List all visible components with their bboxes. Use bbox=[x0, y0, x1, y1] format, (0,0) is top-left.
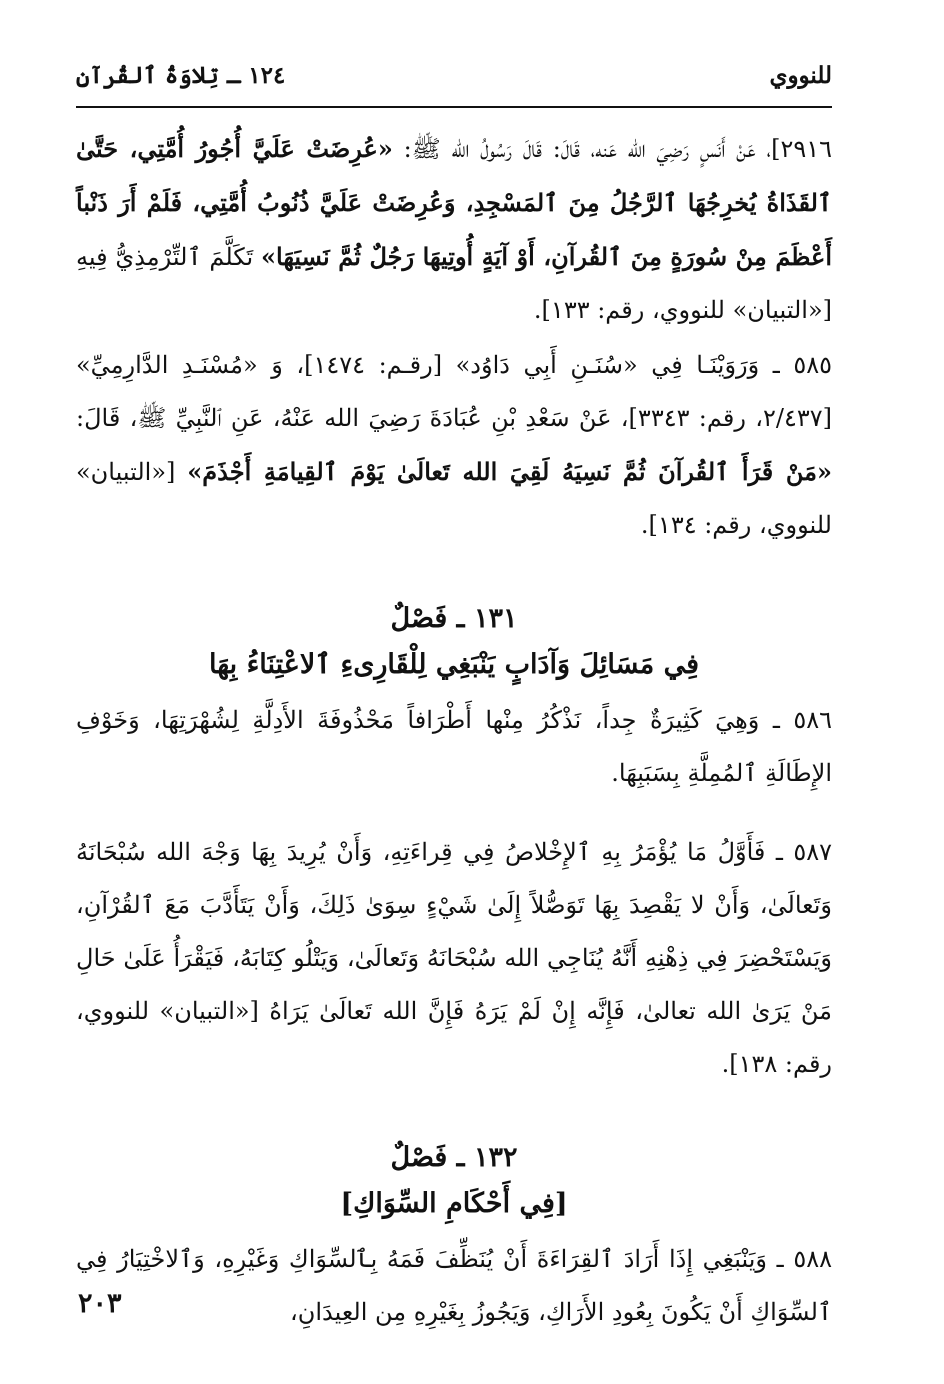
section-heading-132 bbox=[76, 1135, 832, 1227]
hadith-citation: [«التبيان» للنووي، رقم: ١٣٤]. bbox=[76, 458, 832, 539]
hadith-intro: ٢٩١٦]، عَنْ أَنَسٍ رَضِيَ الله عَنه، قَالَ: قَالَ رَسُولُ الله ﷺ: bbox=[392, 135, 832, 163]
header-chapter-title: ١٢٤ ـ تِلاوَةُ ٱلقُرآنِ bbox=[76, 62, 286, 89]
paragraph-585 bbox=[76, 339, 832, 552]
section-subtitle: فِي مَسَائِلَ وَآدَابٍ يَنْبَغِي لِلْقَارِىءِ ٱلاعْتِنَاءُ بِهَا bbox=[208, 649, 700, 680]
header-book-name: للنووي bbox=[769, 62, 832, 89]
section-title: ١٣١ ـ فَصْلٌ bbox=[390, 603, 518, 634]
hadith-text: «مَنْ قَرَأَ ٱلقُرآنَ ثُمَّ نَسِيَهُ لَقِيَ الله تَعالَىٰ يَوْمَ ٱلقِيامَةِ أَجْذَمَ» bbox=[187, 457, 832, 486]
hadith-text: «عُرِضَتْ عَلَيَّ أُجُورُ أُمَّتِي، حَتَّىٰ ٱلقَذَاةُ يُخرِجُهَا ٱلرَّجُلُ مِنَ ٱلمَسْجِدِ، وَعُرِضَتْ عَلَيَّ ذُنُوبُ أُمَّتِي، فَلَمْ أَرَ ذَنْباً أَعْظَمَ مِنْ سُورَةٍ مِنَ ٱلقُرآنِ، أَوْ آيَةٍ أُوتِيهَا رَجُلٌ ثُمَّ نَسِيَهَا» bbox=[76, 134, 832, 271]
paragraph-587: ٥٨٧ ـ فَأَوَّلُ مَا يُؤْمَرُ بِهِ ٱلإِخْلاصُ فِي قِراءَتِهِ، وَأَنْ يُرِيدَ بِهَا وَجْهَ الله سُبْحَانَهُ وَتَعالَىٰ، وَأَنْ لا يَقْصِدَ بِهَا تَوَصُّلاً إِلَىٰ شَيْءٍ سِوَىٰ ذَلِكَ، وَأَنْ يَتَأَدَّبَ مَعَ ٱلقُرْآنِ، وَيَسْتَحْضِرَ فِي ذِهْنِهِ أَنَّهُ يُنَاجِي الله سُبْحَانَهُ وَتَعالَىٰ، وَيَتْلُو كِتَابَهُ، فَيَقْرَأُ عَلَىٰ حَالِ مَنْ يَرَىٰ الله تعالىٰ، فَإِنَّه إِنْ لَمْ يَرَهُ فَإِنَّ الله تَعالَىٰ يَرَاهُ [«التبيان» للنووي، رقم: ١٣٨]. bbox=[76, 838, 832, 1078]
hadith-citation: تَكَلَّمَ ٱلتِّرْمِذِيُّ فِيهِ [«التبيان» للنووي، رقم: ١٣٣]. bbox=[76, 243, 832, 324]
header-divider bbox=[76, 106, 832, 108]
page-number: ٢٠٣ bbox=[78, 1288, 122, 1319]
section-title: ١٣٢ ـ فَصْلٌ bbox=[390, 1142, 518, 1173]
paragraph-586: ٥٨٦ ـ وَهِيَ كَثِيرَةٌ جِداً، نَذْكُرُ مِنْها أَطْرَافاً مَحْذُوفَةَ الأَدِلَّةِ لِشُهْرَتِهَا، وَخَوْفِ الإِطَالَةِ ٱلمُمِلَّةِ بِسَبَبِهَا. bbox=[76, 706, 832, 787]
book-page bbox=[76, 56, 832, 1339]
section-subtitle: [فِي أَحْكَامِ السِّوَاكِ] bbox=[340, 1188, 568, 1219]
running-header bbox=[76, 56, 832, 106]
section-heading-131 bbox=[76, 596, 832, 688]
paragraph-588: ٥٨٨ ـ وَيَنْبَغِي إِذَا أَرَادَ ٱلقِرَاءَةَ أَنْ يُنَظِّفَ فَمَهُ بِٱلسِّوَاكِ وَغَيْرِهِ، وَٱلاخْتِيَارُ فِي ٱلسِّوَاكِ أَنْ يَكُونَ بِعُودِ الأَرَاكِ، وَيَجُوزُ بِغَيْرِهِ مِن العِيدَانِ، bbox=[76, 1245, 832, 1326]
paragraph-2916 bbox=[76, 122, 832, 337]
hadith-intro: ٥٨٥ ـ وَرَوَيْنَـا فِي «سُنَـنِ أَبِي دَاوُد» [رقـم: ١٤٧٤]، وَ «مُسْنَـدِ الدَّارِمِيِّ» [٢/٤٣٧، رقم: ٣٣٤٣]، عَنْ سَعْدِ بْنِ عُبَادَةَ رَضِيَ الله عَنْهُ، عَنِ ٱلنَّبِيِّ ﷺ، قَالَ: bbox=[76, 351, 832, 432]
